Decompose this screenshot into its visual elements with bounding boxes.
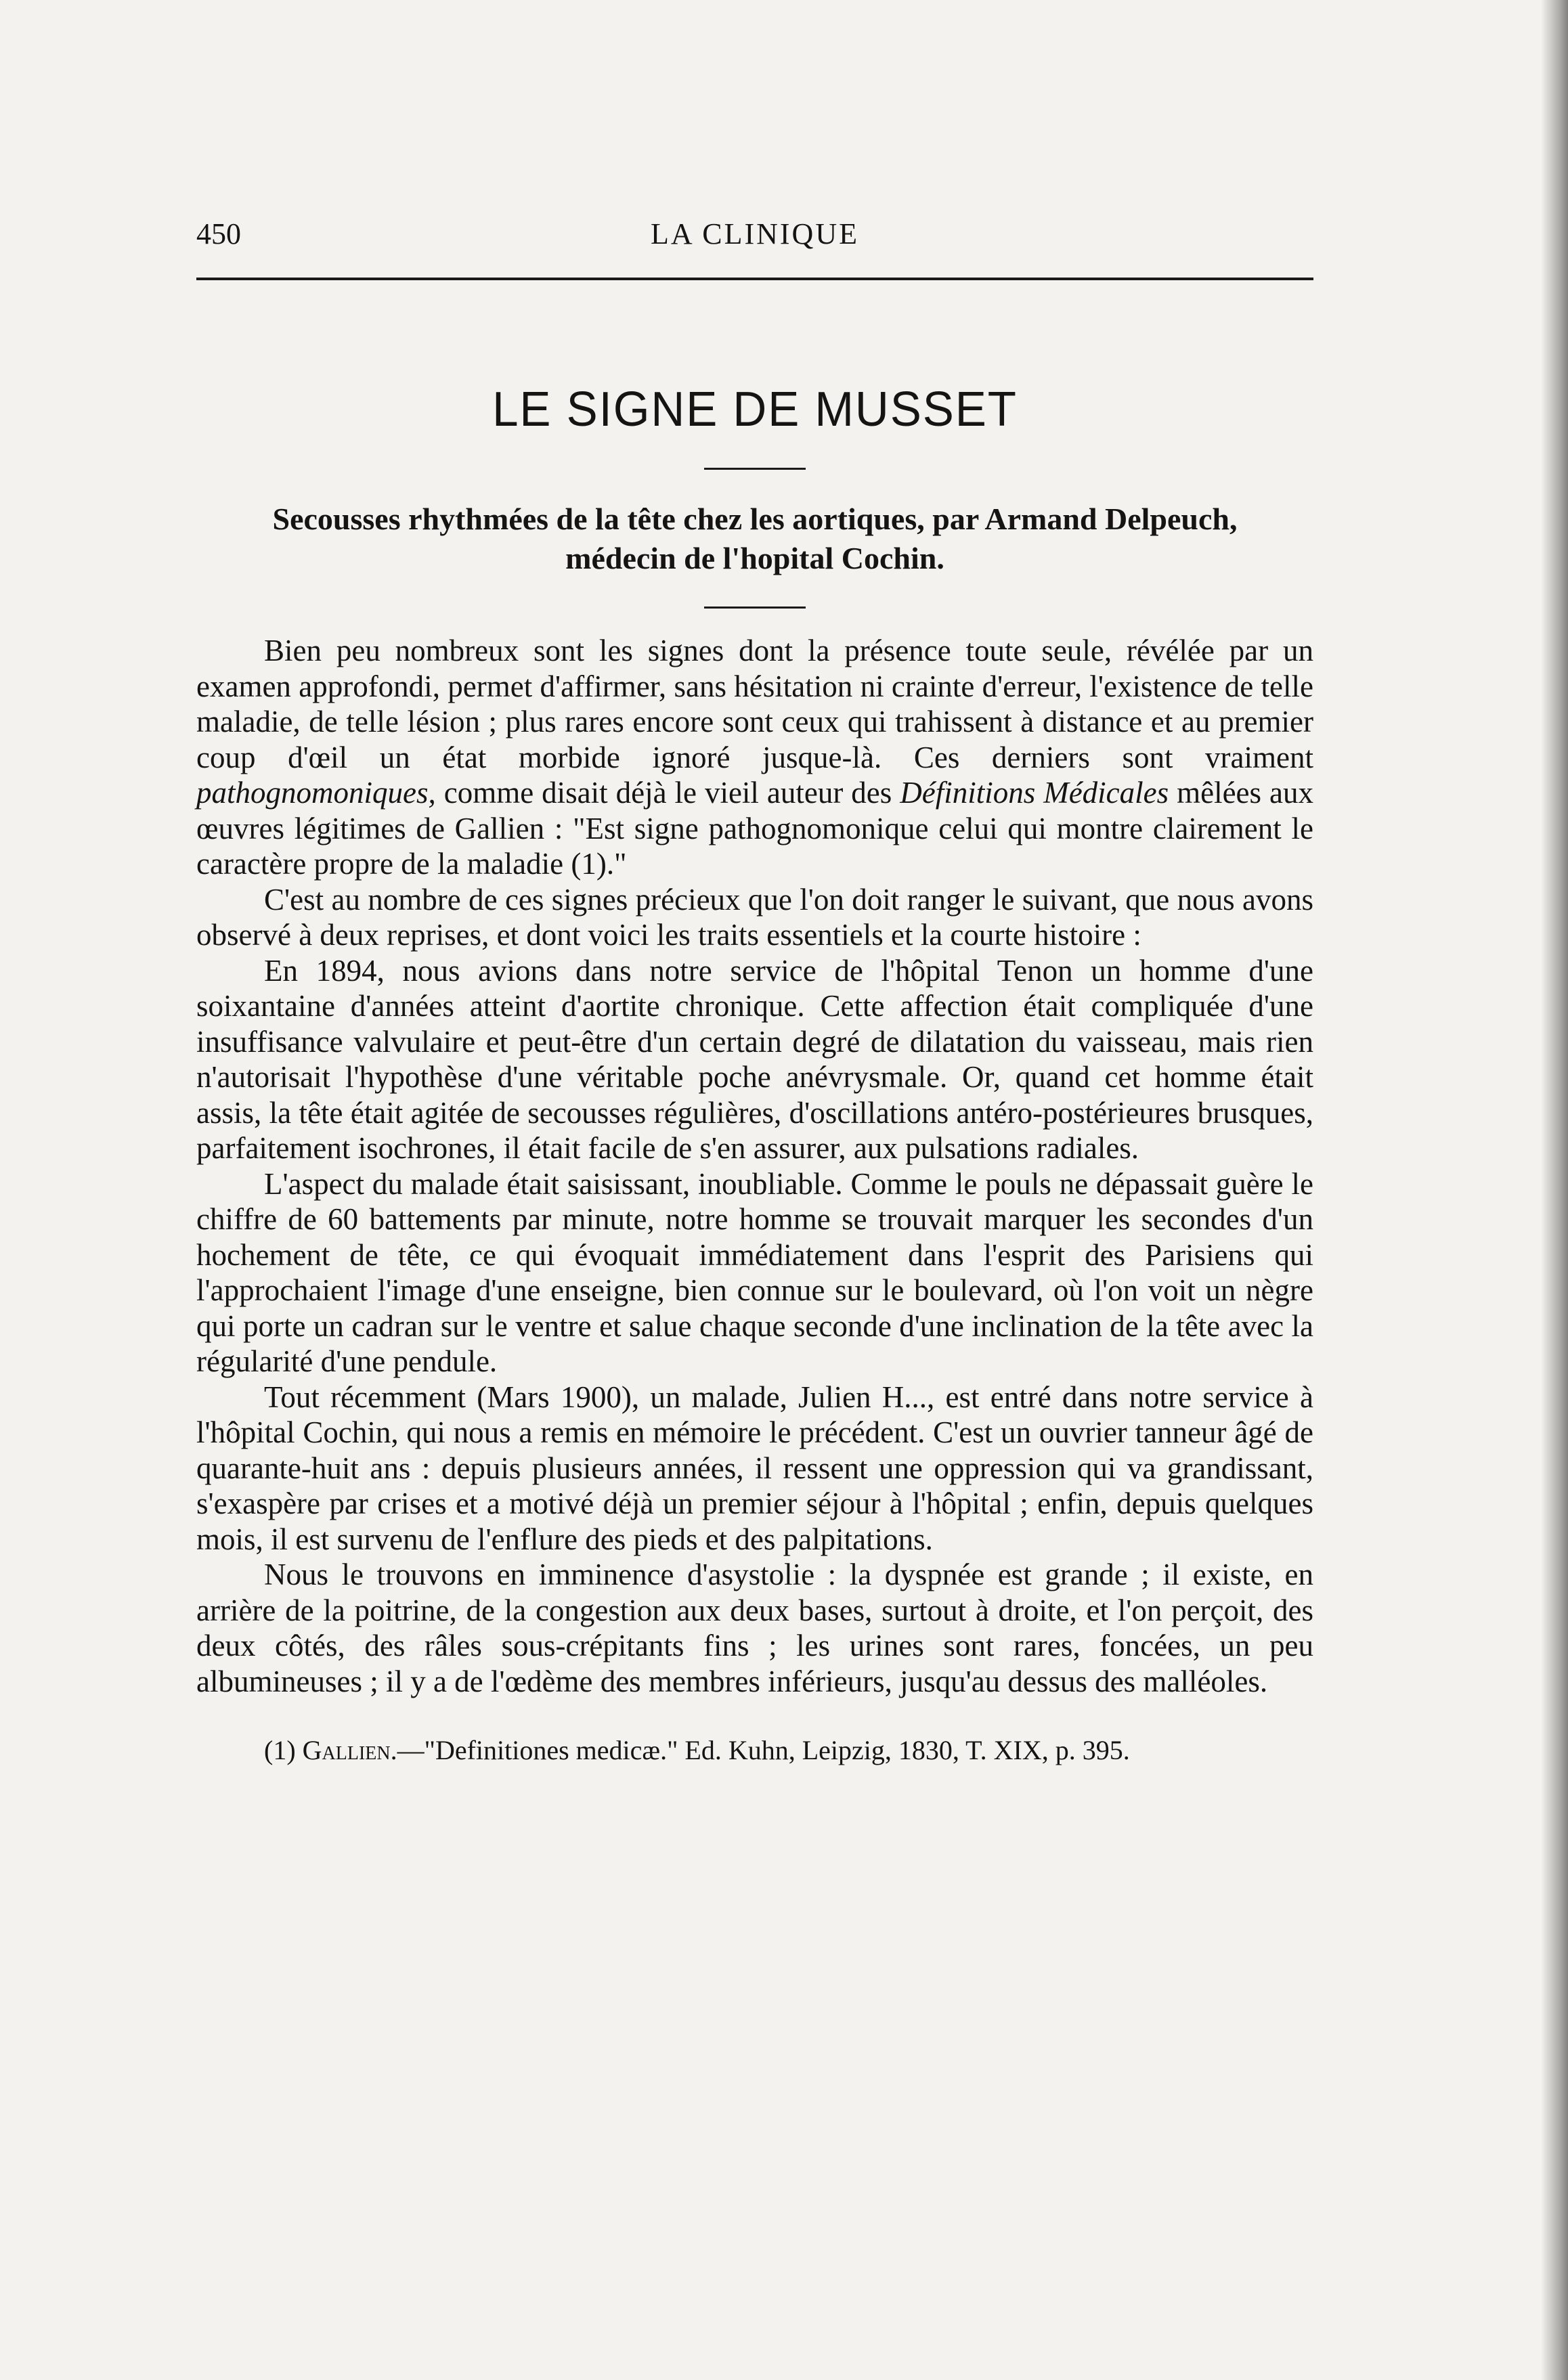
page (196, 203, 1313, 1767)
paragraph-2: C'est au nombre de ces signes précieux que l'on doit ranger le suivant, que nous avons observé à deux reprises, et dont voici les traits essentiels et la courte histoire : (196, 882, 1313, 952)
paragraph-5: Tout récemment (Mars 1900), un malade, Julien H..., est entré dans notre service à l'hôpital Cochin, qui nous a remis en mémoire le précédent. C'est un ouvrier tanneur âgé de quarante-huit ans : depuis plusieurs années, il ressent une oppression qui va grandissant, s'exaspère par crises et a motivé déjà un premier séjour à l'hôpital ; enfin, depuis quelques mois, il est survenu de l'enflure des pieds et des palpitations. (196, 1380, 1313, 1556)
article-subtitle: Secousses rhythmées de la tête chez les aortiques, par Armand Delpeuch, médecin de l'hopital Cochin. (272, 502, 1238, 575)
paragraph-1-text-c: comme disait déjà le vieil auteur des (435, 776, 900, 810)
paragraph-3: En 1894, nous avions dans notre service de l'hôpital Tenon un homme d'une soixantaine d'années atteint d'aortite chronique. Cette affection était compliquée d'une insuffisance valvulaire et peut-être d'un certain degré de dilatation du vaisseau, mais rien n'autorisait l'hypothèse d'une véritable poche anévrysmale. Or, quand cet homme était assis, la tête était agitée de secousses régulières, d'oscillations antéro-postérieures brusques, parfaitement isochrones, il était facile de s'en assurer, aux pulsations radiales. (196, 953, 1313, 1165)
running-head (196, 203, 1313, 250)
scan-edge-shadow (1541, 0, 1568, 2380)
footnote-author: Gallien. (302, 1735, 397, 1765)
paragraph-1-text-e: mêlées aux œuvres légitimes de Gallien : "Est signe pathognomonique celui qui montre clairement le caractère propre de la maladie (1)." (196, 776, 1313, 881)
paragraph-4: L'aspect du malade était saisissant, inoubliable. Comme le pouls ne dépassait guère le chiffre de 60 battements par minute, notre homme se trouvait marquer les secondes d'un hochement de tête, ce qui évoquait immédiatement dans l'esprit des Parisiens qui l'approchaient l'image d'une enseigne, bien connue sur le boulevard, où l'on voit un nègre qui porte un cadran sur le ventre et salue chaque seconde d'une inclination de la tête avec la régularité d'une pendule. (196, 1166, 1313, 1378)
paragraph-1 (196, 633, 1313, 882)
article-title: LE SIGNE DE MUSSET (492, 382, 1018, 437)
paragraph-1-text-a: Bien peu nombreux sont les signes dont la présence toute seule, révélée par un examen approfondi, permet d'affirmer, sans hésitation ni crainte d'erreur, l'existence de telle maladie, de telle lésion ; plus rares encore sont ceux qui trahissent à distance et au premier coup d'œil un état morbide ignoré jusque-là. Ces derniers sont vraiment (196, 634, 1313, 774)
paragraph-1-italic-definitions: Définitions Médicales (900, 776, 1169, 810)
footnote (196, 1734, 1313, 1767)
paragraph-6: Nous le trouvons en imminence d'asystolie : la dyspnée est grande ; il existe, en arrière de la poitrine, de la congestion aux deux bases, surtout à droite, et l'on perçoit, des deux côtés, des râles sous-crépitants fins ; les urines sont rares, foncées, un peu albumineuses ; il y a de l'œdème des membres inférieurs, jusqu'au dessus des malléoles. (196, 1558, 1313, 1698)
subtitle-divider (704, 607, 806, 609)
running-title: LA CLINIQUE (651, 217, 859, 250)
title-divider (704, 468, 806, 470)
header-rule (196, 278, 1313, 280)
footnote-marker: (1) (264, 1735, 303, 1765)
page-number: 450 (196, 217, 241, 250)
footnote-text: —"Definitiones medicæ." Ed. Kuhn, Leipzig, 1830, T. XIX, p. 395. (397, 1735, 1130, 1765)
paragraph-1-italic-pathognomoniques: pathognomoniques, (196, 776, 436, 810)
article-body (196, 633, 1313, 1699)
